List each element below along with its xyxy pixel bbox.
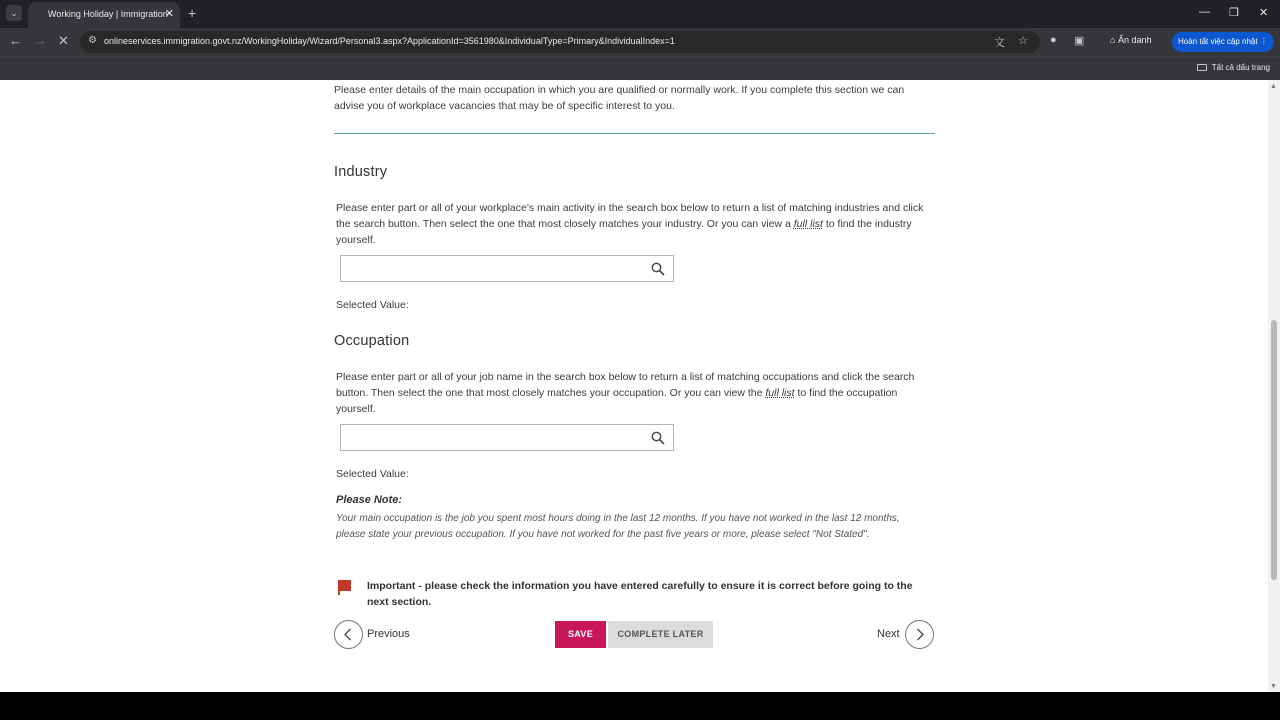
note-text: Your main occupation is the job you spent most hours doing in the last 12 months. If you have not worked in the last 12 months, please state your previous occupation. If you have not worked for the past five years or more, please select "Not Stated". [336, 513, 900, 540]
occupation-text-before: Please enter part or all of your job name in the search box below to return a list of matching occupations and click the search button. Then select the one that most closely matches your occupation. Or you can view the [336, 371, 915, 399]
industry-selected-value: Selected Value: [336, 299, 409, 311]
section-divider [334, 133, 935, 134]
restore-icon[interactable]: ❐ [1229, 7, 1239, 19]
incognito-indicator[interactable] [1110, 35, 1151, 45]
translate-icon[interactable]: 文 [994, 37, 1005, 49]
next-button[interactable] [905, 620, 934, 649]
occupation-full-list-link[interactable]: full list [765, 387, 795, 399]
industry-instructions [336, 200, 936, 248]
industry-text-before: Please enter part or all of your workplace's main activity in the search box below to return a list of matching industries and click the search button. Then select the one that most closely matches your industry. Or you can view a [336, 202, 924, 230]
address-bar[interactable] [80, 31, 1040, 53]
forward-icon[interactable]: → [34, 33, 47, 48]
page-scrollbar[interactable] [1268, 80, 1280, 692]
browser-tab[interactable] [28, 2, 180, 28]
extensions-puzzle-icon[interactable]: ▣ [1074, 35, 1085, 47]
tab-search-icon[interactable]: ⌄ [6, 5, 22, 21]
intro-text: Please enter details of the main occupation in which you are qualified or normally work. If you complete this section we can advise you of workplace vacancies that may be of specific interest to you. [334, 84, 905, 112]
browser-tab-bar [0, 0, 1280, 28]
scroll-down-icon[interactable]: ▼ [1270, 683, 1277, 690]
update-label: Hoàn tất việc cập nhật [1178, 37, 1258, 46]
industry-text-after: to find the industry yourself. [336, 218, 912, 246]
site-info-icon[interactable]: ⚙ [88, 35, 97, 46]
all-bookmarks-label: Tất cả dấu trang [1211, 63, 1270, 72]
next-label[interactable]: Next [877, 628, 900, 640]
folder-icon [1197, 64, 1207, 71]
extension-icon[interactable]: ● [1050, 34, 1057, 46]
previous-label: Previous [367, 628, 410, 640]
occupation-instructions [336, 369, 936, 417]
back-icon[interactable]: ← [9, 33, 22, 48]
tab-close-icon[interactable]: ✕ [164, 8, 174, 20]
bookmarks-bar [0, 56, 1280, 80]
incognito-icon: ⌂ [1110, 35, 1118, 45]
page-viewport [0, 80, 1268, 692]
bookmark-star-icon[interactable]: ☆ [1018, 35, 1028, 47]
important-text: Important - please check the information you have entered carefully to ensure it is correct before going to the next section. [367, 580, 913, 608]
url-text[interactable]: onlineservices.immigration.govt.nz/WorkingHoliday/Wizard/Personal3.aspx?ApplicationId=3561980&IndividualType=Primary&IndividualIndex=1 [104, 36, 675, 46]
window-close-icon[interactable]: ✕ [1259, 7, 1269, 19]
occupation-search-icon[interactable] [651, 431, 665, 445]
occupation-search-input[interactable] [340, 424, 674, 451]
occupation-selected-value: Selected Value: [336, 468, 409, 480]
new-tab-icon[interactable]: + [188, 5, 197, 21]
update-button[interactable] [1172, 32, 1274, 52]
chevron-left-icon [335, 621, 362, 648]
all-bookmarks-button[interactable] [1197, 63, 1270, 72]
minimize-icon[interactable]: — [1199, 6, 1210, 18]
browser-nav-bar [0, 28, 1280, 56]
chevron-right-icon [906, 621, 933, 648]
note-heading: Please Note: [336, 494, 403, 506]
tab-title: Working Holiday | Immigration [48, 9, 168, 19]
important-flag-icon [338, 580, 351, 595]
scroll-thumb[interactable] [1271, 320, 1277, 580]
complete-later-button[interactable]: COMPLETE LATER [608, 621, 713, 648]
previous-circle [334, 620, 363, 649]
industry-full-list-link[interactable]: full list [793, 218, 823, 230]
stop-loading-icon[interactable]: ✕ [58, 33, 69, 48]
occupation-heading: Occupation [334, 333, 410, 349]
occupation-text-after: to find the occupation yourself. [336, 387, 898, 415]
scroll-up-icon[interactable]: ▲ [1270, 83, 1277, 90]
industry-search-input[interactable] [340, 255, 674, 282]
more-menu-icon: ⋮ [1259, 37, 1268, 46]
industry-heading: Industry [334, 164, 388, 180]
save-button[interactable]: SAVE [555, 621, 606, 648]
incognito-label: Ẩn danh [1117, 35, 1152, 45]
taskbar [0, 692, 1280, 720]
industry-search-icon[interactable] [651, 262, 665, 276]
